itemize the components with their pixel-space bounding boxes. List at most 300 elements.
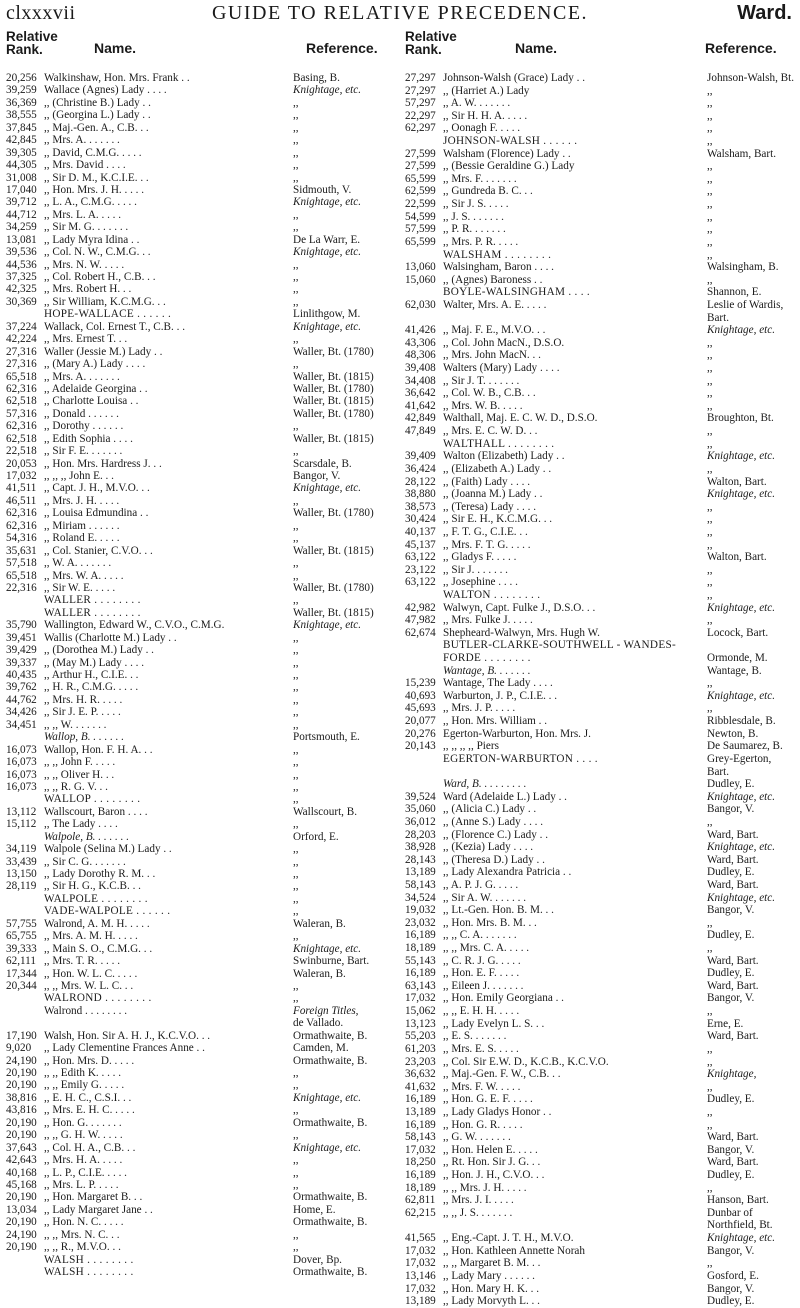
- name-cell: ,, Hon. Margaret B. . .: [44, 1191, 143, 1204]
- reference-cell: ,,: [707, 198, 713, 211]
- name-cell: ,, ,, R., M.V.O. . .: [44, 1241, 121, 1254]
- name-cell: Walsingham, Baron . . . .: [443, 261, 554, 274]
- rank-cell: 62,518: [6, 432, 37, 445]
- reference-cell: ,,: [293, 569, 299, 582]
- entry-row: [6, 346, 396, 358]
- entry-row: [6, 371, 396, 383]
- name-cell: ,, ,, ,, John E. . .: [44, 470, 114, 482]
- rank-cell: 39,524: [405, 790, 436, 803]
- name-cell: ,, (Florence C.) Lady . .: [443, 828, 549, 841]
- name-cell: ,, ,, Edith K. . . . .: [44, 1067, 122, 1079]
- reference-cell: Dunbar of: [707, 1206, 753, 1219]
- entry-row: [6, 756, 396, 768]
- rank-cell: 40,435: [6, 669, 37, 681]
- reference-cell: Swinburne, Bart.: [293, 955, 370, 968]
- entry-row: [405, 160, 800, 173]
- reference-cell: ,,: [293, 681, 299, 694]
- rank-cell: 17,032: [405, 1257, 436, 1270]
- name-cell: ,, L. A., C.M.G. . . . .: [44, 196, 137, 209]
- reference-cell: Knightage, etc.: [707, 790, 776, 803]
- reference-cell: Home, E.: [293, 1203, 336, 1216]
- name-cell: ,, (Theresa D.) Lady . .: [443, 853, 545, 866]
- reference-cell: ,,: [293, 594, 299, 607]
- name-cell: ,, Capt. J. H., M.V.O. . .: [44, 482, 150, 495]
- entry-row: [6, 470, 396, 482]
- rank-cell: 18,250: [405, 1156, 436, 1169]
- rank-cell: 13,060: [405, 261, 436, 274]
- entry-row: [405, 450, 800, 463]
- name-cell: ,, Charlotte Louisa . .: [44, 395, 139, 408]
- rank-cell: 41,426: [405, 324, 436, 337]
- entry-row: [405, 904, 800, 917]
- name-cell: ,, Sir H. H. A. . . . .: [443, 109, 528, 122]
- rank-cell: 15,239: [405, 677, 436, 690]
- rank-cell: 41,642: [405, 399, 436, 412]
- entry-row: [6, 1154, 396, 1166]
- name-cell: WALSHAM . . . . . . . .: [443, 248, 552, 261]
- reference-cell: Knightage, etc.: [293, 482, 362, 495]
- rank-cell: 16,073: [6, 743, 37, 756]
- entry-row: [405, 72, 800, 85]
- rank-cell: 35,631: [6, 544, 37, 557]
- reference-cell: Foreign Titles,: [293, 1004, 359, 1017]
- rank-cell: 9,020: [6, 1042, 32, 1055]
- entry-row: [6, 818, 396, 830]
- rank-cell: 27,599: [405, 147, 436, 160]
- name-cell: ,, (Alicia C.) Lady . .: [443, 803, 537, 816]
- entry-row: [6, 458, 396, 470]
- rank-cell: 38,816: [6, 1091, 37, 1104]
- name-cell: WALPOLE . . . . . . . .: [44, 892, 148, 905]
- reference-cell: Bangor, V.: [707, 803, 755, 816]
- rank-cell: 37,845: [6, 121, 37, 134]
- reference-cell: Bart.: [707, 765, 730, 778]
- rank-cell: 39,333: [6, 942, 37, 955]
- entry-row: [405, 715, 800, 728]
- name-cell: ,, Mrs. Fulke J. . . . .: [443, 614, 533, 627]
- entry-row: [405, 85, 800, 98]
- reference-cell: ,,: [293, 780, 299, 793]
- rank-cell: 20,053: [6, 457, 37, 470]
- reference-cell: Knightage, etc.: [707, 488, 776, 501]
- entry-row: [6, 1079, 396, 1091]
- name-cell: ,, Maj. F. E., M.V.O. . .: [443, 324, 546, 337]
- rank-cell: 54,316: [6, 532, 37, 545]
- reference-cell: ,,: [293, 718, 299, 731]
- entry-row: [6, 1104, 396, 1116]
- reference-cell: ,,: [293, 1104, 299, 1117]
- entry-row: [405, 425, 800, 438]
- name-cell: ,, Sir J. S. . . . .: [443, 198, 509, 211]
- reference-cell: ,,: [293, 843, 299, 856]
- name-cell: ,, Maj.-Gen. A., C.B. . .: [44, 121, 149, 134]
- entry-row: [6, 1216, 396, 1228]
- rank-cell: 43,816: [6, 1104, 37, 1117]
- rank-cell: 62,297: [405, 122, 436, 135]
- entry-row: [6, 843, 396, 855]
- name-header: Name.: [94, 40, 137, 56]
- name-cell: ,, Lady Morvyth L. . .: [443, 1295, 540, 1308]
- entry-row: [405, 1093, 800, 1106]
- reference-cell: Knightage, etc.: [293, 320, 362, 333]
- reference-cell: Ormathwaite, B.: [293, 1054, 368, 1067]
- reference-cell: ,,: [707, 210, 713, 223]
- name-cell: ,, (Mary A.) Lady . . . .: [44, 358, 146, 371]
- reference-cell: De Saumarez, B.: [707, 740, 783, 753]
- rank-cell: 46,511: [6, 494, 37, 507]
- rank-cell: 62,111: [6, 955, 36, 968]
- name-cell: ,, Mrs. P. R. . . . .: [443, 235, 519, 248]
- entry-row: [6, 1167, 396, 1179]
- reference-cell: ,,: [707, 702, 713, 715]
- reference-cell: ,,: [707, 1005, 713, 1018]
- entry-row: [6, 283, 396, 295]
- entry-list: [405, 72, 800, 1308]
- name-cell: ,, (Georgina L.) Lady . .: [44, 109, 151, 122]
- entry-row: [6, 84, 396, 96]
- reference-cell: ,,: [707, 362, 713, 375]
- entry-row: [6, 196, 396, 208]
- reference-cell: ,,: [293, 1154, 299, 1167]
- rank-cell: 28,122: [405, 475, 436, 488]
- reference-cell: ,,: [293, 756, 299, 769]
- reference-cell: ,,: [293, 992, 299, 1005]
- rank-cell: 20,190: [6, 1216, 37, 1229]
- reference-cell: ,,: [293, 880, 299, 893]
- name-cell: Ward (Adelaide L.) Lady . .: [443, 790, 567, 803]
- reference-cell: ,,: [293, 644, 299, 657]
- name-cell: WALSH . . . . . . . .: [44, 1253, 134, 1266]
- rank-cell: 27,316: [6, 358, 37, 371]
- name-cell: Ward, B. . . . . . . . .: [443, 778, 527, 791]
- name-cell: ,, Mrs. W. A. . . . .: [44, 569, 124, 582]
- rank-cell: 17,032: [405, 1244, 436, 1257]
- rank-cell: 19,032: [405, 904, 436, 917]
- name-cell: ,, Mrs. L. A. . . . .: [44, 208, 122, 221]
- rank-cell: 22,518: [6, 445, 37, 458]
- column-header: [6, 30, 396, 72]
- reference-cell: Bangor, V.: [707, 992, 755, 1005]
- reference-cell: ,,: [293, 333, 299, 346]
- name-cell: ,, (Kezia) Lady . . . .: [443, 841, 534, 854]
- entry-row: [6, 744, 396, 756]
- rank-cell: 42,849: [405, 412, 436, 425]
- name-cell: Wallington, Edward W., C.V.O., C.M.G.: [44, 619, 225, 632]
- entry-row: [6, 955, 396, 967]
- entry-row: [405, 1119, 800, 1132]
- entry-row: [6, 868, 396, 880]
- entry-row: [6, 134, 396, 146]
- reference-cell: Leslie of Wardis,: [707, 298, 784, 311]
- reference-cell: ,,: [707, 223, 713, 236]
- name-cell: ,, Arthur H., C.I.E. . .: [44, 669, 139, 681]
- name-cell: ,, Hon. Helen E. . . . .: [443, 1143, 538, 1156]
- rank-cell: 62,030: [405, 298, 436, 311]
- name-cell: ,, Louisa Edmundina . .: [44, 507, 149, 520]
- name-cell: ,, ,, Mrs. N. C. . .: [44, 1228, 120, 1241]
- name-cell: ,, ,, C. A. . . . . . .: [443, 929, 517, 942]
- reference-cell: ,,: [293, 445, 299, 458]
- name-cell: ,, Hon. N. C. . . . .: [44, 1216, 124, 1229]
- entry-row: [405, 980, 800, 993]
- rank-cell: 41,565: [405, 1232, 436, 1245]
- entry-row: [405, 1182, 800, 1195]
- name-cell: ,, Lady Alexandra Patricia . .: [443, 866, 572, 879]
- name-cell: ,, Lady Evelyn L. S. . .: [443, 1017, 545, 1030]
- name-cell: ,, Mrs. F. T. G. . . . .: [443, 538, 531, 551]
- name-cell: WALLOP . . . . . . . .: [44, 793, 141, 806]
- rank-cell: 34,259: [6, 221, 37, 234]
- entry-row: [405, 665, 800, 678]
- name-cell: ,, (Christine B.) Lady . .: [44, 96, 151, 109]
- entry-row: [405, 1005, 800, 1018]
- rank-cell: 13,081: [6, 233, 37, 246]
- entry-row: [405, 1018, 800, 1031]
- name-cell: ,, ,, R. G. V. . .: [44, 780, 108, 793]
- reference-cell: ,,: [707, 425, 713, 438]
- page-header: [0, 2, 800, 26]
- reference-cell: Knightage, etc.: [707, 841, 776, 854]
- reference-cell: Knightage, etc.: [293, 196, 362, 209]
- entry-row: [6, 719, 396, 731]
- name-cell: BOYLE-WALSINGHAM . . . .: [443, 286, 591, 299]
- rank-cell: 20,190: [6, 1241, 37, 1254]
- name-cell: ,, Sir F. E. . . . . . .: [44, 445, 123, 458]
- rank-cell: 57,518: [6, 557, 37, 570]
- entry-row: [6, 1191, 396, 1203]
- entry-row: [405, 1144, 800, 1157]
- reference-cell: Shannon, E.: [707, 286, 762, 299]
- reference-cell: ,,: [707, 135, 713, 148]
- entry-row: [6, 1129, 396, 1141]
- entry-row: [405, 564, 800, 577]
- name-cell: ,, Sir J. . . . . . .: [443, 563, 508, 576]
- reference-cell: ,,: [293, 134, 299, 147]
- entry-row: [405, 211, 800, 224]
- rank-cell: 42,643: [6, 1154, 37, 1167]
- entry-row: [405, 249, 800, 262]
- entry-row: [405, 1194, 800, 1207]
- entry-row: [405, 879, 800, 892]
- entry-row: [6, 582, 396, 594]
- name-cell: ,, Hon. G. R. . . . .: [443, 1118, 523, 1131]
- reference-cell: Walton, Bart.: [707, 475, 767, 488]
- entry-row: [6, 1017, 396, 1029]
- name-cell: Johnson-Walsh (Grace) Lady . .: [443, 72, 586, 84]
- entry-row: [405, 1270, 800, 1283]
- entry-row: [405, 1056, 800, 1069]
- reference-cell: ,,: [707, 1105, 713, 1118]
- rank-cell: 17,040: [6, 183, 37, 196]
- entry-row: [6, 122, 396, 134]
- entry-row: [405, 438, 800, 451]
- name-cell: ,, Sir E. H., K.C.M.G. . .: [443, 513, 553, 526]
- reference-cell: Broughton, Bt.: [707, 412, 774, 425]
- entry-row: [405, 652, 800, 665]
- rank-cell: 17,190: [6, 1029, 37, 1042]
- reference-cell: Locock, Bart.: [707, 626, 769, 639]
- entry-row: [6, 1117, 396, 1129]
- entry-row: [405, 387, 800, 400]
- rank-cell: 36,369: [6, 96, 37, 109]
- entry-row: [6, 619, 396, 631]
- rank-cell: 27,599: [405, 160, 436, 173]
- name-cell: ,, Mrs. Robert H. . .: [44, 283, 132, 296]
- name-cell: WALLER . . . . . . . .: [44, 594, 141, 607]
- name-cell: WALSH . . . . . . . .: [44, 1266, 134, 1278]
- rank-cell: 31,008: [6, 171, 37, 184]
- reference-cell: ,,: [707, 500, 713, 513]
- reference-cell: Northfield, Bt.: [707, 1219, 773, 1232]
- name-cell: ,, Mrs. John MacN. . .: [443, 349, 541, 362]
- name-cell: ,, Col. Robert H., C.B. . .: [44, 271, 156, 283]
- rank-cell: 65,599: [405, 235, 436, 248]
- name-cell: Waller (Jessie M.) Lady . .: [44, 345, 163, 358]
- entry-row: [405, 122, 800, 135]
- rank-cell: 13,189: [405, 866, 436, 879]
- rank-cell: 62,316: [6, 507, 37, 520]
- reference-cell: ,,: [707, 273, 713, 286]
- entry-row: [6, 395, 396, 407]
- reference-cell: ,,: [293, 146, 299, 159]
- rank-cell: 30,424: [405, 513, 436, 526]
- name-cell: Wallop, Hon. F. H. A. . .: [44, 743, 153, 756]
- entry-row: [6, 856, 396, 868]
- name-cell: Wallop, B. . . . . . .: [44, 731, 125, 744]
- entry-row: [6, 321, 396, 333]
- entry-row: [6, 159, 396, 171]
- entry-row: [6, 495, 396, 507]
- reference-cell: ,,: [293, 271, 299, 283]
- name-cell: ,, Oonagh F. . . . .: [443, 122, 521, 135]
- reference-cell: ,,: [707, 399, 713, 412]
- reference-cell: ,,: [293, 557, 299, 570]
- name-cell: ,, (Agnes) Baroness . .: [443, 273, 543, 286]
- rank-cell: 18,189: [405, 942, 436, 955]
- rank-cell: 54,599: [405, 210, 436, 223]
- rank-cell: 15,112: [6, 818, 37, 831]
- reference-cell: de Vallado.: [293, 1017, 344, 1030]
- rank-cell: 47,849: [405, 425, 436, 438]
- reference-cell: ,,: [293, 818, 299, 831]
- rank-cell: 15,062: [405, 1005, 436, 1018]
- entry-row: [6, 793, 396, 805]
- reference-cell: Waleran, B.: [293, 967, 346, 980]
- entry-row: [405, 1030, 800, 1043]
- reference-cell: ,,: [293, 1228, 299, 1241]
- rank-cell: 13,189: [405, 1295, 436, 1308]
- reference-cell: ,,: [293, 855, 299, 868]
- name-cell: Walter, Mrs. A. E. . . . .: [443, 298, 547, 311]
- name-cell: ,, Mrs. W. B. . . . .: [443, 399, 523, 412]
- name-cell: Walsham (Florence) Lady . .: [443, 147, 571, 160]
- name-cell: ,, (Teresa) Lady . . . .: [443, 500, 537, 513]
- rank-cell: 39,305: [6, 146, 37, 159]
- rank-cell: 61,203: [405, 1042, 436, 1055]
- entry-row: [405, 992, 800, 1005]
- page-number: clxxxvii: [6, 2, 76, 24]
- reference-cell: ,,: [707, 84, 713, 97]
- reference-cell: Walsham, Bart.: [707, 147, 777, 160]
- reference-cell: ,,: [293, 283, 299, 296]
- name-cell: ,, Edith Sophia . . . .: [44, 432, 133, 445]
- rank-cell: 65,518: [6, 370, 37, 383]
- entry-row: [6, 594, 396, 606]
- reference-cell: ,,: [707, 248, 713, 261]
- rank-cell: 20,256: [6, 72, 37, 84]
- entry-row: [405, 866, 800, 879]
- entry-row: [6, 1229, 396, 1241]
- rank-cell: 13,150: [6, 868, 37, 880]
- reference-cell: Bangor, V.: [707, 1282, 755, 1295]
- rank-cell: 39,536: [6, 246, 37, 259]
- entry-row: [405, 526, 800, 539]
- reference-cell: Knightage, etc.: [293, 246, 362, 259]
- rank-cell: 17,032: [405, 1282, 436, 1295]
- reference-cell: Waller, Bt. (1815): [293, 370, 374, 383]
- reference-cell: Dudley, E.: [707, 1295, 755, 1308]
- reference-cell: Ward, Bart.: [707, 979, 759, 992]
- entry-row: [6, 408, 396, 420]
- entry-row: [6, 980, 396, 992]
- entry-row: [405, 148, 800, 161]
- entry-row: [6, 706, 396, 718]
- rank-cell: 34,451: [6, 718, 37, 731]
- reference-cell: Knightage,: [707, 1068, 757, 1081]
- name-cell: Walwyn, Capt. Fulke J., D.S.O. . .: [443, 601, 596, 614]
- reference-cell: Dudley, E.: [707, 1169, 755, 1182]
- entry-row: [405, 702, 800, 715]
- rank-cell: 18,189: [405, 1181, 436, 1194]
- reference-cell: ,,: [707, 336, 713, 349]
- name-cell: ,, (Faith) Lady . . . .: [443, 475, 530, 488]
- reference-cell: ,,: [707, 614, 713, 627]
- reference-cell: Wallscourt, B.: [293, 805, 358, 818]
- entry-row: [6, 781, 396, 793]
- right-column: [405, 29, 800, 1308]
- name-cell: Wantage, The Lady . . . .: [443, 677, 553, 690]
- rank-cell: 36,424: [405, 462, 436, 475]
- reference-cell: Knightage, etc.: [707, 891, 776, 904]
- reference-cell: Dudley, E.: [707, 967, 755, 980]
- name-cell: ,, Hon. Mary H. K. . .: [443, 1282, 540, 1295]
- name-cell: ,, Lady Clementine Frances Anne . .: [44, 1042, 205, 1055]
- rank-cell: 37,325: [6, 271, 37, 283]
- reference-cell: ,,: [707, 513, 713, 526]
- name-cell: ,, Mrs. E. C. W. D. . .: [443, 425, 538, 438]
- name-cell: ,, Col. Stanier, C.V.O. . .: [44, 544, 153, 557]
- rank-cell: 47,982: [405, 614, 436, 627]
- reference-cell: ,,: [707, 437, 713, 450]
- rank-cell: 17,344: [6, 967, 37, 980]
- reference-cell: ,,: [293, 171, 299, 184]
- reference-cell: ,,: [707, 160, 713, 173]
- rank-cell: 39,451: [6, 631, 37, 644]
- rank-header: Relative Rank.: [405, 29, 457, 57]
- name-cell: ,, Mrs. J. P. . . . .: [443, 702, 516, 715]
- name-cell: ,, ,, Oliver H. . .: [44, 768, 115, 781]
- rank-cell: 44,305: [6, 159, 37, 172]
- reference-cell: ,,: [707, 235, 713, 248]
- name-cell: ,, Lady Margaret Jane . .: [44, 1203, 153, 1216]
- rank-cell: 22,297: [405, 109, 436, 122]
- name-cell: ,, Mrs. J. I. . . . .: [443, 1194, 514, 1207]
- reference-cell: Dudley, E.: [707, 778, 755, 791]
- name-cell: ,, Josephine . . . .: [443, 576, 518, 589]
- rank-cell: 24,190: [6, 1228, 37, 1241]
- entry-row: [6, 271, 396, 283]
- entry-row: [6, 1142, 396, 1154]
